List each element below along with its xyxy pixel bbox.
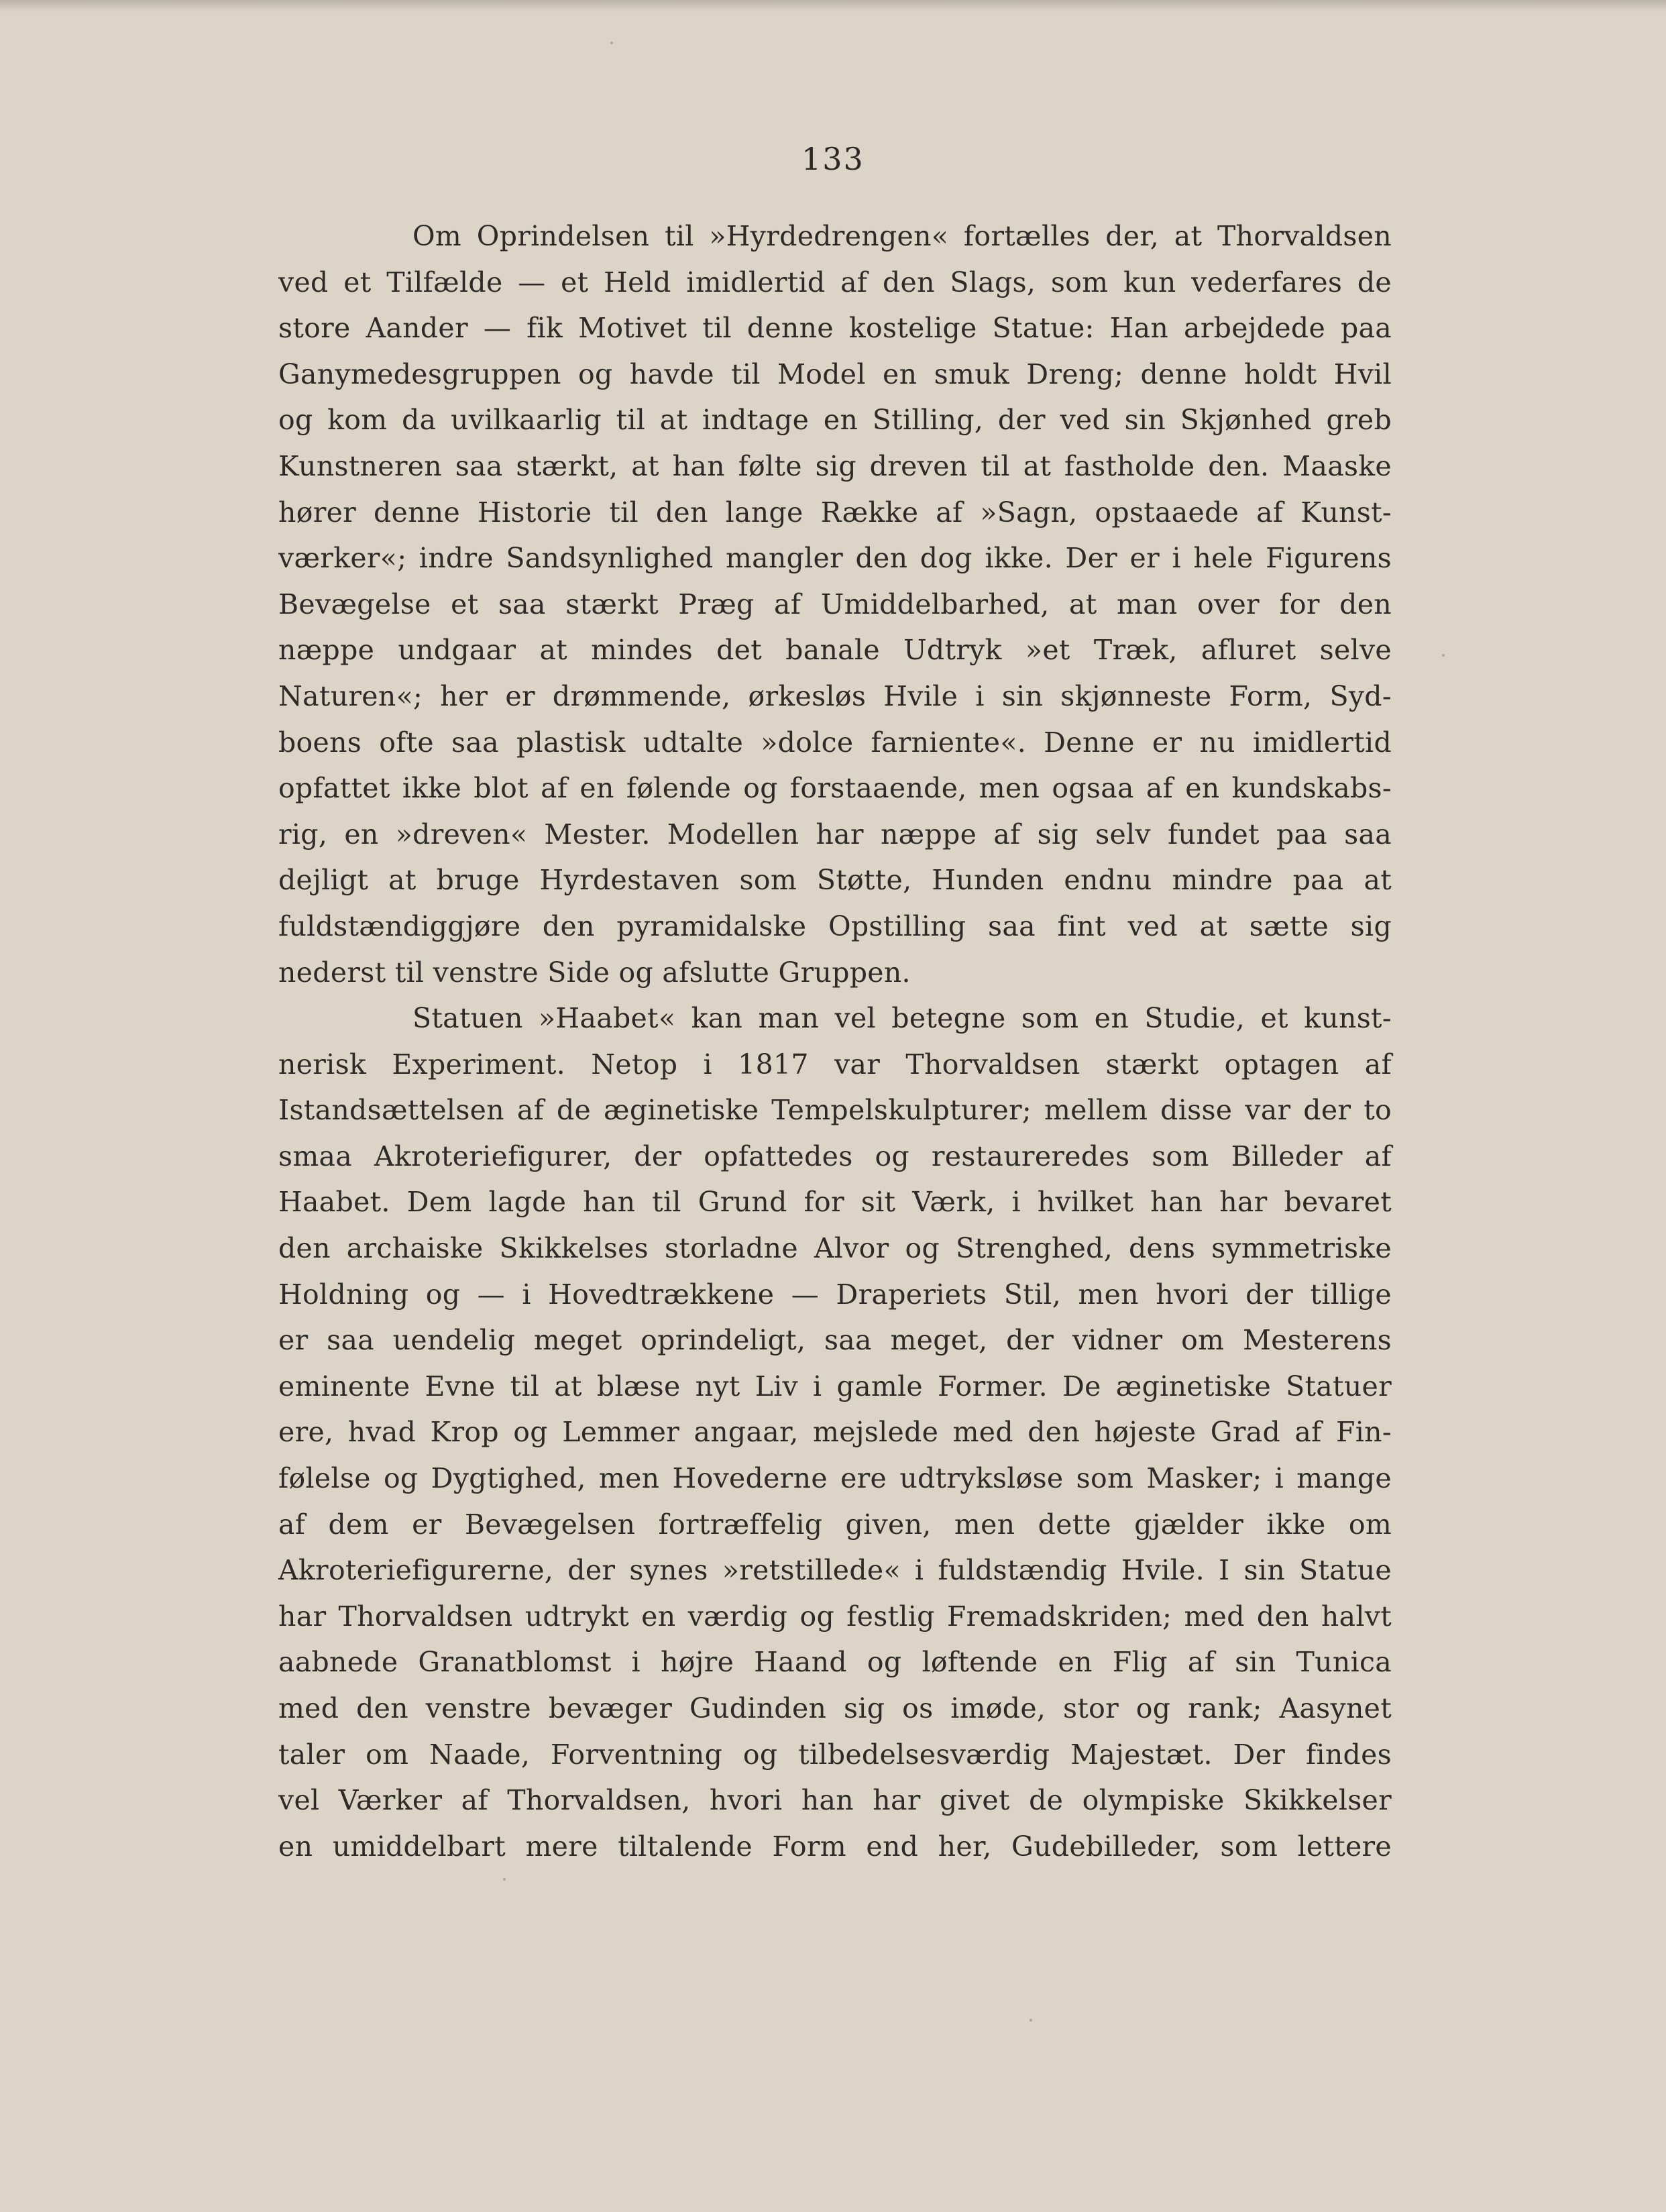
text-line: Istandsættelsen af de æginetiske Tempelskulpturer; mellem disse var der to: [278, 1094, 1392, 1127]
text-line: Om Oprindelsen til »Hyrdedrengen« fortælles der, at Thorvaldsen: [412, 220, 1392, 252]
text-line: Bevægelse et saa stærkt Præg af Umiddelbarhed, at man over for den: [278, 588, 1392, 620]
text-line: Naturen«; her er drømmende, ørkesløs Hvile i sin skjønneste Form, Syd-: [278, 679, 1392, 712]
text-line: opfattet ikke blot af en følende og forstaaende, men ogsaa af en kundskabs-: [278, 772, 1392, 805]
text-line: aabnede Granatblomst i højre Haand og løftende en Flig af sin Tunica: [278, 1646, 1392, 1679]
text-line: taler om Naade, Forventning og tilbedelsesværdig Majestæt. Der findes: [278, 1738, 1392, 1771]
text-line: ved et Tilfælde — et Held imidlertid af den Slags, som kun vederfares de: [278, 266, 1392, 298]
paper-speck: [1442, 654, 1445, 657]
text-line: rig, en »dreven« Mester. Modellen har næppe af sig selv fundet paa saa: [278, 818, 1392, 850]
page-number: 133: [801, 141, 865, 177]
text-line: næppe undgaar at mindes det banale Udtryk »et Træk, afluret selve: [278, 634, 1392, 667]
text-line: den archaiske Skikkelses storladne Alvor og Strenghed, dens symmetriske: [278, 1232, 1392, 1265]
text-line: Statuen »Haabet« kan man vel betegne som en Studie, et kunst-: [412, 1002, 1392, 1035]
text-line: vel Værker af Thorvaldsen, hvori han har givet de olympiske Skikkelser: [278, 1784, 1392, 1817]
text-line: ere, hvad Krop og Lemmer angaar, mejslede med den højeste Grad af Fin-: [278, 1416, 1392, 1449]
paper-speck: [1030, 2019, 1032, 2022]
text-line: er saa uendelig meget oprindeligt, saa meget, der vidner om Mesterens: [278, 1324, 1392, 1357]
text-line: Akroteriefigurerne, der synes »retstillede« i fuldstændig Hvile. I sin Statue: [278, 1554, 1392, 1587]
text-line: hører denne Historie til den lange Række af »Sagn, opstaaede af Kunst-: [278, 496, 1392, 529]
paper-speck: [503, 1878, 506, 1881]
text-line: nederst til venstre Side og afslutte Gruppen.: [278, 956, 911, 989]
text-line: Ganymedesgruppen og havde til Model en smuk Dreng; denne holdt Hvil: [278, 357, 1392, 390]
text-line: med den venstre bevæger Gudinden sig os imøde, stor og rank; Aasynet: [278, 1692, 1392, 1724]
body-text: [278, 213, 1392, 1869]
text-line: Kunstneren saa stærkt, at han følte sig dreven til at fastholde den. Maaske: [278, 449, 1392, 482]
text-line: Holdning og — i Hovedtrækkene — Draperiets Stil, men hvori der tillige: [278, 1278, 1392, 1311]
text-line: har Thorvaldsen udtrykt en værdig og festlig Fremadskriden; med den halvt: [278, 1600, 1392, 1633]
paper-speck: [610, 42, 613, 44]
text-line: følelse og Dygtighed, men Hovederne ere udtryksløse som Masker; i mange: [278, 1462, 1392, 1495]
text-line: af dem er Bevægelsen fortræffelig given, men dette gjælder ikke om: [278, 1508, 1392, 1541]
text-line: fuldstændiggjøre den pyramidalske Opstilling saa fint ved at sætte sig: [278, 909, 1392, 942]
text-line: Haabet. Dem lagde han til Grund for sit Værk, i hvilket han har bevaret: [278, 1186, 1392, 1219]
text-line: værker«; indre Sandsynlighed mangler den dog ikke. Der er i hele Figurens: [278, 542, 1392, 575]
text-line: nerisk Experiment. Netop i 1817 var Thorvaldsen stærkt optagen af: [278, 1048, 1392, 1081]
text-line: store Aander — fik Motivet til denne kostelige Statue: Han arbejdede paa: [278, 312, 1392, 345]
text-line: og kom da uvilkaarlig til at indtage en Stilling, der ved sin Skjønhed greb: [278, 404, 1392, 437]
text-line: eminente Evne til at blæse nyt Liv i gamle Former. De æginetiske Statuer: [278, 1370, 1392, 1402]
page-top-edge: [0, 0, 1666, 12]
text-line: smaa Akroteriefigurer, der opfattedes og restaureredes som Billeder af: [278, 1140, 1392, 1172]
text-line: boens ofte saa plastisk udtalte »dolce farniente«. Denne er nu imidlertid: [278, 726, 1392, 759]
text-line: en umiddelbart mere tiltalende Form end her, Gudebilleder, som lettere: [278, 1830, 1392, 1863]
text-line: dejligt at bruge Hyrdestaven som Støtte, Hunden endnu mindre paa at: [278, 864, 1392, 897]
